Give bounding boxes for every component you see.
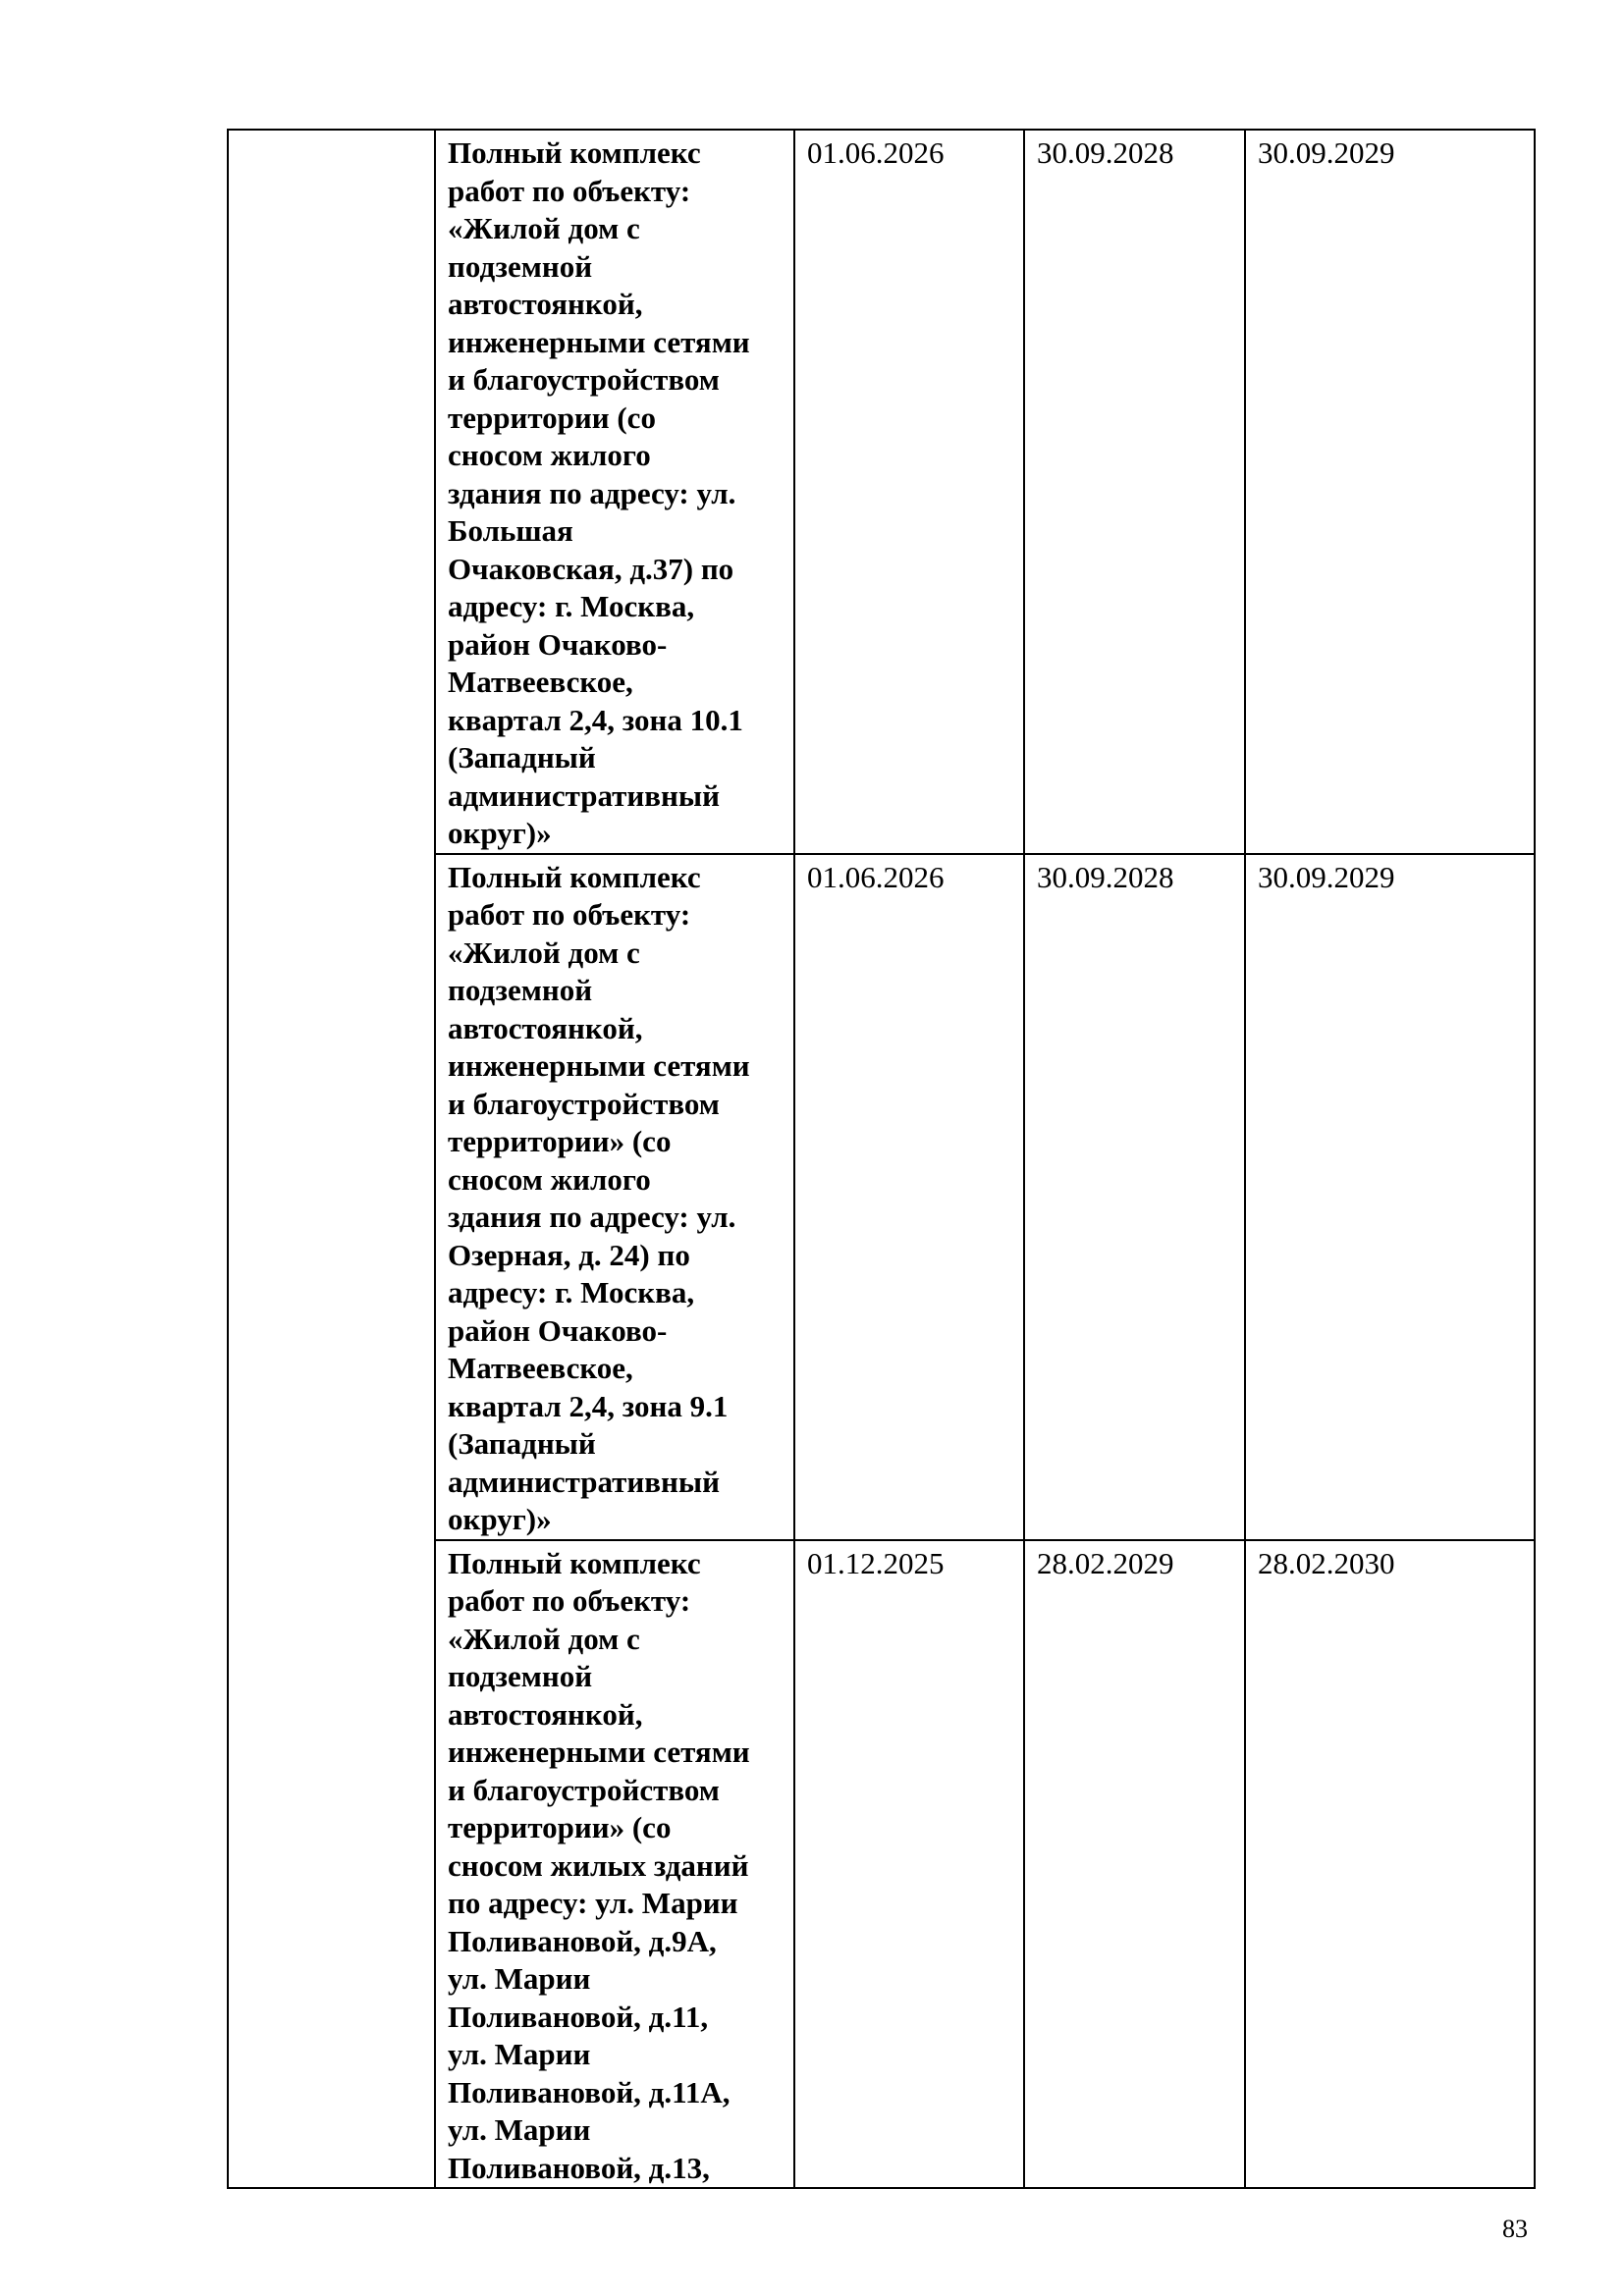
completion-date-cell: 28.02.2029 bbox=[1024, 1540, 1245, 2189]
works-schedule-table bbox=[227, 129, 1536, 2189]
final-date-cell: 28.02.2030 bbox=[1245, 1540, 1535, 2189]
object-description-text: Полный комплекс работ по объекту: «Жилой дом с подземной автостоянкой, инженерными сетями и благоустройством территории» (со сносом жилого здания по адресу: ул. Озерная, д. 24) по адресу: г. Москва, район Очаково- Матвеевское, квартал 2,4, зона 9.1 (Западный административный округ)» bbox=[448, 859, 750, 1536]
empty-merged-cell bbox=[228, 130, 435, 2188]
start-date-cell: 01.06.2026 bbox=[794, 130, 1024, 854]
object-description-text: Полный комплекс работ по объекту: «Жилой дом с подземной автостоянкой, инженерными сетями и благоустройством территории» (со сносом жилых зданий по адресу: ул. Марии Поливановой, д.9А, ул. Марии Поливановой, д.11, ул. Марии Поливановой, д.11А, ул. Марии Поливановой, д.13, bbox=[448, 1545, 750, 2185]
object-description-cell bbox=[435, 1540, 794, 2189]
completion-date-cell: 30.09.2028 bbox=[1024, 854, 1245, 1540]
object-description-cell bbox=[435, 130, 794, 854]
final-date-cell: 30.09.2029 bbox=[1245, 854, 1535, 1540]
start-date-cell: 01.06.2026 bbox=[794, 854, 1024, 1540]
final-date-cell: 30.09.2029 bbox=[1245, 130, 1535, 854]
object-description-text: Полный комплекс работ по объекту: «Жилой дом с подземной автостоянкой, инженерными сетями и благоустройством территории (со сносом жилого здания по адресу: ул. Большая Очаковская, д.37) по адресу: г. Москва, район Очаково- Матвеевское, квартал 2,4, зона 10.1 (Западный административный округ)» bbox=[448, 135, 750, 850]
completion-date-cell: 30.09.2028 bbox=[1024, 130, 1245, 854]
start-date-cell: 01.12.2025 bbox=[794, 1540, 1024, 2189]
page-number: 83 bbox=[1502, 2215, 1528, 2243]
table-row bbox=[228, 130, 1535, 854]
object-description-cell bbox=[435, 854, 794, 1540]
